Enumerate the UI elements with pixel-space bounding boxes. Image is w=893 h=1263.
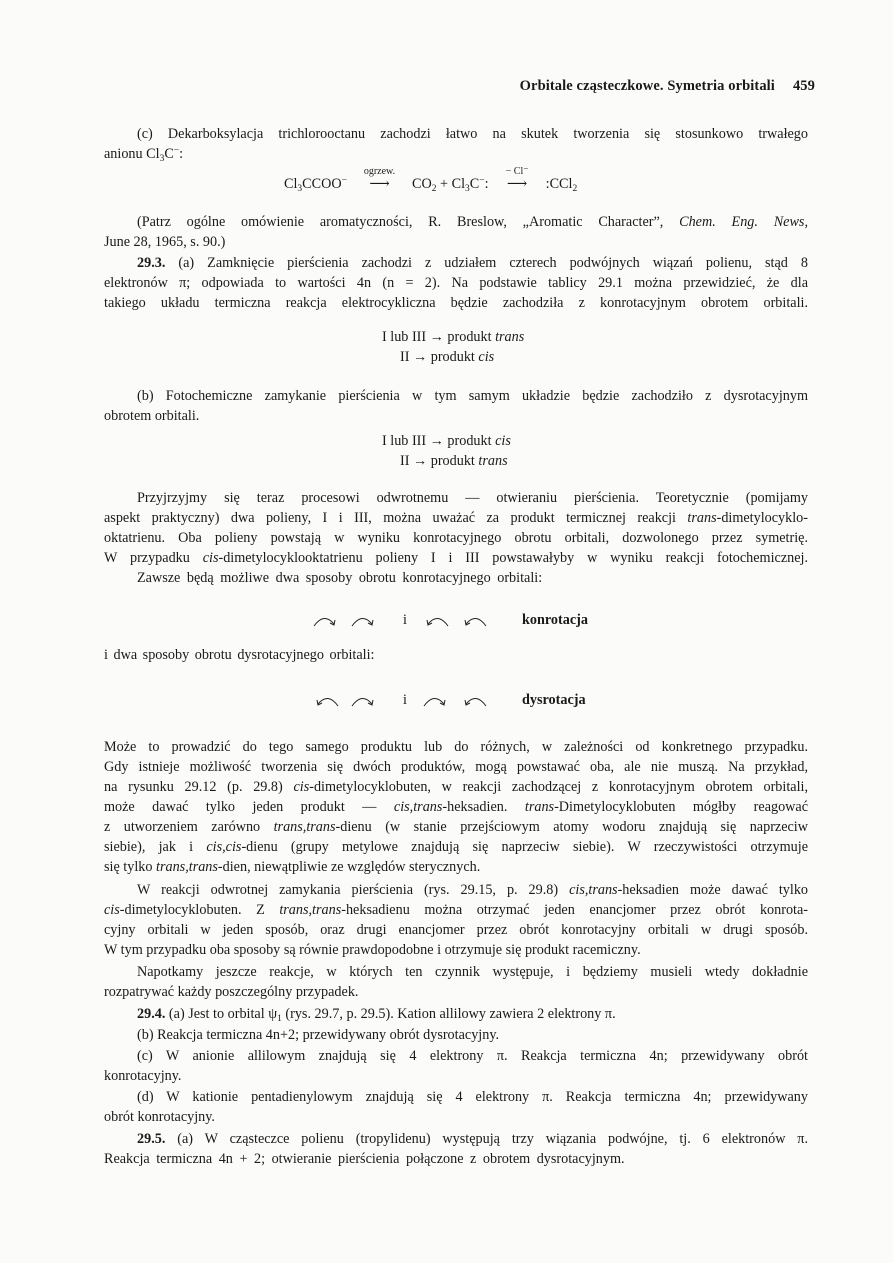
para-prod-line-6: siebie), jak i cis,cis-dienu (grupy metylowe znajdują się naprzeciw siebie). W rzeczywistości otrzymuje <box>104 839 809 855</box>
conrotation-label: konrotacja <box>522 612 588 628</box>
para-prod-line-4: może dawać tylko jeden produkt — cis,trans-heksadien. trans-Dimetylocyklobuten mógłby reagować <box>104 799 809 815</box>
para-prod-line-2: Gdy istnieje możliwość tworzenia się dwóch produktów, mogą powstawać oba, ale nie muszą. Na przykład, <box>104 759 808 775</box>
para-b-line-2: obrotem orbitali. <box>104 408 200 424</box>
counterclockwise-arc-arrow-icon <box>460 614 488 628</box>
answer-29-3-line-2: elektronów π; odpowiada to wartości 4n (n = 2). Na podstawie tablicy 29.1 można przewidzieć, że dla <box>104 275 808 291</box>
counterclockwise-arc-arrow-icon <box>422 614 450 628</box>
disrotation-diagram: i dysrotacja <box>312 692 586 709</box>
breslow-ref-line-2: June 28, 1965, s. 90.) <box>104 234 226 250</box>
para-rev-line-4: W tym przypadku oba sposoby są równie prawdopodobne i otrzymuje się produkt racemiczny. <box>104 942 641 958</box>
answer-29-4-b: (b) Reakcja termiczna 4n+2; przewidywany obrót dysrotacyjny. <box>137 1027 500 1043</box>
answer-29-4-d-line-1: (d) W kationie pentadienylowym znajdują się 4 elektrony π. Reakcja termiczna 4n; przewidywany <box>137 1089 808 1105</box>
para-b-line-1: (b) Fotochemiczne zamykanie pierścienia w tym samym układzie będzie zachodziło z dysrotacyjnym <box>137 388 808 404</box>
answer-29-4-c-line-1: (c) W anionie allilowym znajdują się 4 elektrony π. Reakcja termiczna 4n; przewidywany obrót <box>137 1048 808 1064</box>
conrotation-diagram: i konrotacja <box>312 612 588 629</box>
scheme-a-row-1: I lub III → produkt trans <box>382 329 525 345</box>
answer-29-4-d-line-2: obrót konrotacyjny. <box>104 1109 215 1125</box>
scheme-a-row-2: II → produkt cis <box>400 349 495 365</box>
para-c-line-1: (c) Dekarboksylacja trichlorooctanu zachodzi łatwo na skutek tworzenia się stosunkowo trwałego <box>137 126 808 142</box>
para-meet-line-2: rozpatrywać każdy poszczególny przypadek. <box>104 984 359 1000</box>
clockwise-arc-arrow-icon <box>312 614 340 628</box>
answer-29-4-c-line-2: konrotacyjny. <box>104 1068 182 1084</box>
scheme-b-row-2: II → produkt trans <box>400 453 508 469</box>
reaction-arrow-loss-cl: − Cl⁻ ⟶ <box>505 166 529 192</box>
breslow-ref-line-1: (Patrz ogólne omówienie aromatyczności, R. Breslow, „Aromatic Character”, Chem. Eng. News, <box>137 214 809 230</box>
answer-29-3-line-1: 29.3. (a) Zamknięcie pierścienia zachodzi z udziałem czterech podwójnych wiązań polienu, stąd 8 <box>137 255 808 271</box>
disrotation-intro: i dwa sposoby obrotu dysrotacyjnego orbitali: <box>104 647 375 663</box>
clockwise-arc-arrow-icon <box>350 694 378 708</box>
para-open-line-2: aspekt praktyczny) dwa polieny, I i III, można uważać za produkt termicznej reakcji trans-dimetylocyklo- <box>104 510 809 526</box>
chemical-equation: $Cl_3CCOO^-$ ogrzew. ⟶ $CO_2 + Cl_3C^-$: − Cl⁻ ⟶ :CCl$_2$ <box>284 166 578 194</box>
para-rev-line-3: cyjny orbitali w jeden sposób, oraz drugi enancjomer przez obrót konrotacyjny orbitali w drugi sposób. <box>104 922 808 938</box>
reaction-arrow-heat: ogrzew. ⟶ <box>363 166 396 192</box>
answer-29-3-line-3: takiego układu termiczna reakcja elektrocykliczna będzie zachodziła z konrotacyjnym obrotem orbitali. <box>104 295 808 311</box>
para-prod-line-5: z utworzeniem zarówno trans,trans-dienu (w stanie przejściowym atomy wodoru znajdują się naprzeciw <box>104 819 808 835</box>
para-open-line-4: W przypadku cis-dimetylocyklooktatrienu polieny I i III powstawałyby w wyniku reakcji fotochemicznej. <box>104 550 809 566</box>
para-open-line-5: Zawsze będą możliwe dwa sposoby obrotu konrotacyjnego orbitali: <box>137 570 543 586</box>
scheme-b-row-1: I lub III → produkt cis <box>382 433 511 449</box>
disrotation-label: dysrotacja <box>522 692 586 708</box>
para-prod-line-7: się tylko trans,trans-dien, niewątpliwie ze względów sterycznych. <box>104 859 481 875</box>
para-prod-line-3: na rysunku 29.12 (p. 29.8) cis-dimetylocyklobuten, w reakcji zachodzącej z konrotacyjnym obrotem orbitali, <box>104 779 808 795</box>
counterclockwise-arc-arrow-icon <box>460 694 488 708</box>
running-header <box>520 78 815 95</box>
running-title: Orbitale cząsteczkowe. Symetria orbitali <box>519 78 775 94</box>
para-c-line-2: anionu $Cl_3C^-$: <box>104 146 184 164</box>
clockwise-arc-arrow-icon <box>350 614 378 628</box>
para-prod-line-1: Może to prowadzić do tego samego produktu lub do różnych, w zależności od konkretnego przypadku. <box>104 739 808 755</box>
page-number: 459 <box>792 78 815 94</box>
clockwise-arc-arrow-icon <box>422 694 450 708</box>
para-open-line-1: Przyjrzyjmy się teraz procesowi odwrotnemu — otwieraniu pierścienia. Teoretycznie (pomijamy <box>137 490 808 506</box>
para-open-line-3: oktatrienu. Oba polieny powstają w wyniku konrotacyjnego obrotu orbitali, dozwolonego przez symetrię. <box>104 530 808 546</box>
answer-29-5-line-2: Reakcja termiczna 4n + 2; otwieranie pierścienia połączone z obrotem dysrotacyjnym. <box>104 1151 625 1167</box>
counterclockwise-arc-arrow-icon <box>312 694 340 708</box>
para-meet-line-1: Napotkamy jeszcze reakcje, w których ten czynnik występuje, i będziemy musieli wtedy dokładnie <box>137 964 808 980</box>
answer-29-5-line-1: 29.5. (a) W cząsteczce polienu (tropylidenu) występują trzy wiązania podwójne, tj. 6 elektronów π. <box>137 1131 809 1147</box>
para-rev-line-1: W reakcji odwrotnej zamykania pierścienia (rys. 29.15, p. 29.8) cis,trans-heksadien może dawać tylko <box>137 882 809 898</box>
answer-29-4-a: 29.4. (a) Jest to orbital $\psi_1$ (rys. 29.7, p. 29.5). Kation allilowy zawiera 2 elektrony π. <box>137 1006 616 1024</box>
para-rev-line-2: cis-dimetylocyklobuten. Z trans,trans-heksadienu można otrzymać jeden enancjomer przez obrót konrota- <box>104 902 809 918</box>
